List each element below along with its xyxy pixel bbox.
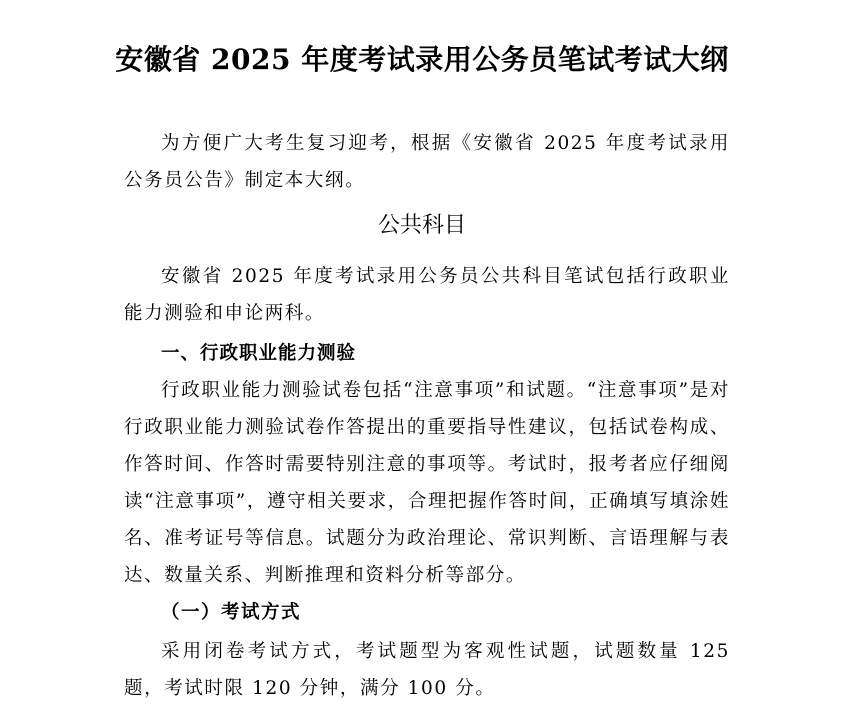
sub1-heading: （一）考试方式 <box>161 602 302 623</box>
intro-paragraph: 为方便广大考生复习迎考，根据《安徽省 2025 年度考试录用公务员公告》制定本大纲。 <box>124 133 730 191</box>
section-intro-paragraph: 安徽省 2025 年度考试录用公务员公共科目笔试包括行政职业能力测验和申论两科。 <box>124 266 730 324</box>
section-heading: 公共科目 <box>377 213 466 238</box>
document-title: 安徽省 2025 年度考试录用公务员笔试考试大纲 <box>115 43 729 76</box>
sub1-paragraph: 采用闭卷考试方式，考试题型为客观性试题，试题数量 125 题，考试时限 120 分钟，满分 100 分。 <box>124 641 730 699</box>
part1-paragraph: 行政职业能力测验试卷包括“注意事项”和试题。“注意事项”是对行政职业能力测验试卷作答提出的重要指导性建议，包括试卷构成、作答时间、作答时需要特别注意的事项等。考试时，报考者应仔细阅读“注意事项”，遵守相关要求，合理把握作答时间，正确填写填涂姓名、准考证号等信息。试题分为政治理论、常识判断、言语理解与表达、数量关系、判断推理和资料分析等部分。 <box>124 380 730 586</box>
part1-heading: 一、行政职业能力测验 <box>161 343 357 364</box>
